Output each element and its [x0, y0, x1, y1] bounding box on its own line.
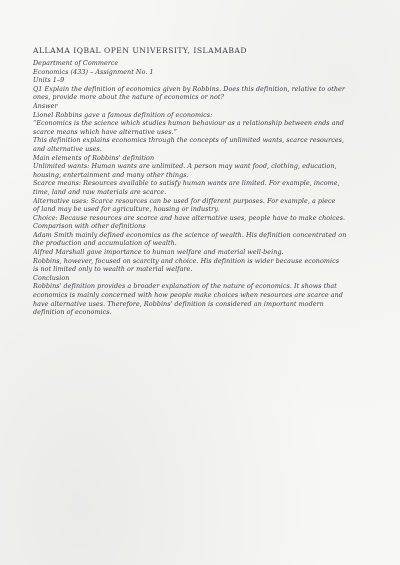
question-line: Q1 Explain the definition of economics given by Robbins. Does this definition, relative to other [33, 84, 345, 93]
comparison-line: Robbins, however, focused on scarcity and choice. His definition is wider because economics [33, 256, 340, 265]
conclusion-line: have alternative uses. Therefore, Robbins' definition is considered an important modern [33, 299, 324, 308]
comparison-line: Alfred Marshall gave importance to human welfare and material well-being. [33, 248, 284, 257]
conclusion-line: economics is mainly concerned with how people make choices when resources are scarce and [33, 291, 343, 300]
intro-line: and alternative uses. [33, 144, 102, 153]
comparison-line: the production and accumulation of wealth. [33, 239, 177, 248]
element-line: of land may be used for agriculture, housing or industry. [33, 205, 220, 214]
element-line: housing, entertainment and many other things. [33, 170, 189, 179]
element-line: Alternative uses: Scarce resources can be used for different purposes. For example, a piece [33, 196, 336, 205]
units-line: Units 1–9 [33, 76, 65, 85]
definition-quote-line: scarce means which have alternative uses.” [33, 127, 177, 136]
document-body [33, 46, 373, 317]
element-line: Scarce means: Resources available to satisfy human wants are limited. For example, income, [33, 179, 340, 188]
definition-quote-line: “Economics is the science which studies human behaviour as a relationship between ends and [33, 119, 344, 128]
department-line: Department of Commerce [33, 59, 119, 67]
conclusion-line: Robbins' definition provides a broader explanation of the nature of economics. It shows that [33, 282, 337, 291]
element-line: time, land and raw materials are scarce. [33, 187, 167, 196]
comparison-heading: Comparison with other definitions [33, 222, 146, 231]
elements-heading: Main elements of Robbins' definition [33, 153, 155, 162]
comparison-line: is not limited only to wealth or material welfare. [33, 265, 193, 274]
question-line: ones, provide more about the nature of economics or not? [33, 93, 224, 102]
element-line: Unlimited wants: Human wants are unlimited. A person may want food, clothing, education, [33, 162, 337, 171]
intro-line: Lionel Robbins gave a famous definition of economics: [33, 110, 213, 119]
comparison-line: Adam Smith mainly defined economics as the science of wealth. His definition concentrated on [33, 230, 347, 239]
university-title: ALLAMA IQBAL OPEN UNIVERSITY, ISLAMABAD [33, 46, 247, 55]
element-line: Choice: Because resources are scarce and have alternative uses, people have to make choices. [33, 213, 346, 222]
answer-label: Answer [33, 101, 58, 110]
conclusion-line: definition of economics. [33, 308, 112, 317]
intro-line: This definition explains economics through the concepts of unlimited wants, scarce resources, [33, 136, 345, 145]
conclusion-heading: Conclusion [33, 273, 70, 282]
course-line: Economics (433) – Assignment No. 1 [33, 67, 154, 76]
